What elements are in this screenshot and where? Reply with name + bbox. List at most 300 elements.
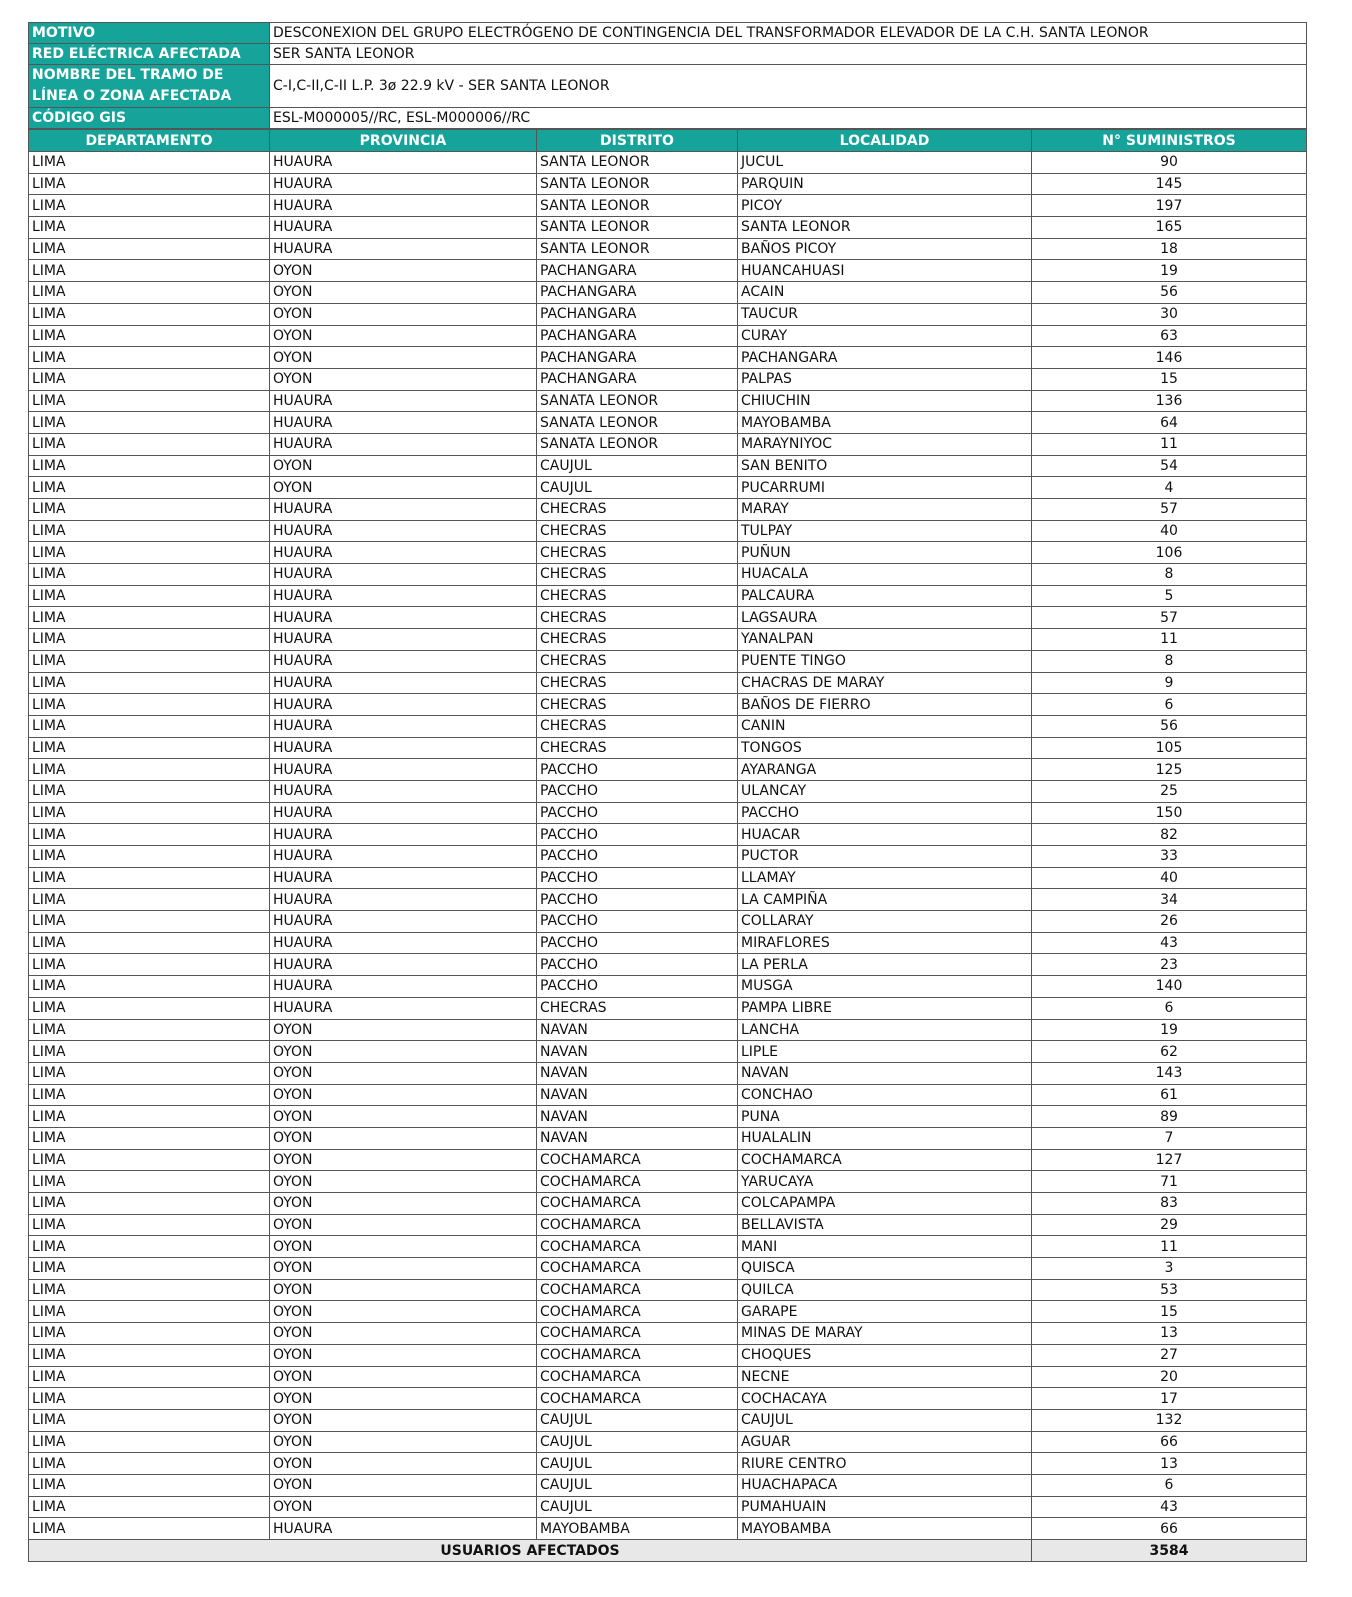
suministros-cell: 57 xyxy=(1032,607,1307,629)
suministros-cell: 29 xyxy=(1032,1214,1307,1236)
table-row xyxy=(29,1062,1307,1084)
suministros-cell: 15 xyxy=(1032,1301,1307,1323)
motivo-value: DESCONEXION DEL GRUPO ELECTRÓGENO DE CONTINGENCIA DEL TRANSFORMADOR ELEVADOR DE LA C.H. SANTA LEONOR xyxy=(270,23,1307,44)
distrito-cell: PACHANGARA xyxy=(537,282,738,304)
localidad-cell: JUCUL xyxy=(738,152,1032,174)
localidad-cell: BELLAVISTA xyxy=(738,1214,1032,1236)
table-row xyxy=(29,195,1307,217)
table-row xyxy=(29,542,1307,564)
distrito-cell: SANTA LEONOR xyxy=(537,152,738,174)
suministros-cell: 15 xyxy=(1032,368,1307,390)
provincia-cell: HUAURA xyxy=(270,564,537,586)
table-header-row xyxy=(29,130,1307,152)
localidad-cell: COCHAMARCA xyxy=(738,1149,1032,1171)
suministros-cell: 66 xyxy=(1032,1518,1307,1540)
suministros-cell: 150 xyxy=(1032,802,1307,824)
departamento-cell: LIMA xyxy=(29,1258,270,1280)
distrito-cell: NAVAN xyxy=(537,1106,738,1128)
provincia-cell: HUAURA xyxy=(270,607,537,629)
distrito-cell: CAUJUL xyxy=(537,1474,738,1496)
table-row xyxy=(29,1214,1307,1236)
distrito-cell: SANTA LEONOR xyxy=(537,195,738,217)
table-row xyxy=(29,650,1307,672)
provincia-cell: HUAURA xyxy=(270,499,537,521)
suministros-cell: 63 xyxy=(1032,325,1307,347)
departamento-cell: LIMA xyxy=(29,217,270,239)
table-row xyxy=(29,672,1307,694)
motivo-label: MOTIVO xyxy=(29,23,270,44)
suministros-cell: 53 xyxy=(1032,1279,1307,1301)
distrito-cell: NAVAN xyxy=(537,1062,738,1084)
header-distrito: DISTRITO xyxy=(537,130,738,152)
departamento-cell: LIMA xyxy=(29,976,270,998)
localidad-cell: YANALPAN xyxy=(738,629,1032,651)
departamento-cell: LIMA xyxy=(29,477,270,499)
provincia-cell: OYON xyxy=(270,1344,537,1366)
localidad-cell: MUSGA xyxy=(738,976,1032,998)
distrito-cell: PACCHO xyxy=(537,780,738,802)
suministros-cell: 17 xyxy=(1032,1388,1307,1410)
localidad-cell: LIPLE xyxy=(738,1041,1032,1063)
suministros-cell: 5 xyxy=(1032,585,1307,607)
table-row xyxy=(29,997,1307,1019)
departamento-cell: LIMA xyxy=(29,542,270,564)
departamento-cell: LIMA xyxy=(29,173,270,195)
departamento-cell: LIMA xyxy=(29,867,270,889)
provincia-cell: HUAURA xyxy=(270,520,537,542)
suministros-cell: 56 xyxy=(1032,715,1307,737)
total-label: USUARIOS AFECTADOS xyxy=(29,1540,1032,1562)
departamento-cell: LIMA xyxy=(29,390,270,412)
suministros-cell: 105 xyxy=(1032,737,1307,759)
provincia-cell: HUAURA xyxy=(270,997,537,1019)
distrito-cell: NAVAN xyxy=(537,1019,738,1041)
suministros-cell: 83 xyxy=(1032,1193,1307,1215)
provincia-cell: OYON xyxy=(270,303,537,325)
suministros-cell: 40 xyxy=(1032,867,1307,889)
localidad-cell: COCHACAYA xyxy=(738,1388,1032,1410)
distrito-cell: CAUJUL xyxy=(537,455,738,477)
table-row xyxy=(29,217,1307,239)
header-departamento: DEPARTAMENTO xyxy=(29,130,270,152)
departamento-cell: LIMA xyxy=(29,1344,270,1366)
provincia-cell: OYON xyxy=(270,1171,537,1193)
provincia-cell: OYON xyxy=(270,1453,537,1475)
info-row-motivo xyxy=(29,23,1307,44)
localidad-cell: PALCAURA xyxy=(738,585,1032,607)
suministros-cell: 6 xyxy=(1032,694,1307,716)
localidad-cell: HUACAR xyxy=(738,824,1032,846)
distrito-cell: PACHANGARA xyxy=(537,368,738,390)
table-row xyxy=(29,564,1307,586)
departamento-cell: LIMA xyxy=(29,1214,270,1236)
table-row xyxy=(29,1496,1307,1518)
suministros-cell: 33 xyxy=(1032,846,1307,868)
provincia-cell: OYON xyxy=(270,1214,537,1236)
distrito-cell: SANTA LEONOR xyxy=(537,217,738,239)
table-row xyxy=(29,1323,1307,1345)
departamento-cell: LIMA xyxy=(29,694,270,716)
distrito-cell: COCHAMARCA xyxy=(537,1171,738,1193)
table-row xyxy=(29,412,1307,434)
departamento-cell: LIMA xyxy=(29,585,270,607)
red-value: SER SANTA LEONOR xyxy=(270,44,1307,65)
distrito-cell: CHECRAS xyxy=(537,585,738,607)
localidad-cell: LANCHA xyxy=(738,1019,1032,1041)
table-row xyxy=(29,433,1307,455)
table-row xyxy=(29,1388,1307,1410)
distrito-cell: CAUJUL xyxy=(537,1409,738,1431)
outage-report xyxy=(28,22,1306,1562)
departamento-cell: LIMA xyxy=(29,499,270,521)
localidad-cell: HUACHAPACA xyxy=(738,1474,1032,1496)
suministros-cell: 3 xyxy=(1032,1258,1307,1280)
departamento-cell: LIMA xyxy=(29,282,270,304)
suministros-cell: 56 xyxy=(1032,282,1307,304)
localidad-cell: YARUCAYA xyxy=(738,1171,1032,1193)
table-row xyxy=(29,954,1307,976)
distrito-cell: COCHAMARCA xyxy=(537,1149,738,1171)
departamento-cell: LIMA xyxy=(29,715,270,737)
provincia-cell: OYON xyxy=(270,1149,537,1171)
provincia-cell: HUAURA xyxy=(270,238,537,260)
distrito-cell: COCHAMARCA xyxy=(537,1366,738,1388)
info-table xyxy=(28,22,1307,129)
localidad-cell: QUILCA xyxy=(738,1279,1032,1301)
departamento-cell: LIMA xyxy=(29,1453,270,1475)
departamento-cell: LIMA xyxy=(29,1149,270,1171)
suministros-cell: 4 xyxy=(1032,477,1307,499)
suministros-cell: 11 xyxy=(1032,433,1307,455)
table-row xyxy=(29,1171,1307,1193)
distrito-cell: NAVAN xyxy=(537,1041,738,1063)
distrito-cell: SANTA LEONOR xyxy=(537,238,738,260)
provincia-cell: HUAURA xyxy=(270,1518,537,1540)
departamento-cell: LIMA xyxy=(29,1019,270,1041)
distrito-cell: CHECRAS xyxy=(537,607,738,629)
departamento-cell: LIMA xyxy=(29,1366,270,1388)
distrito-cell: CHECRAS xyxy=(537,997,738,1019)
distrito-cell: PACCHO xyxy=(537,976,738,998)
suministros-cell: 6 xyxy=(1032,1474,1307,1496)
distrito-cell: PACCHO xyxy=(537,911,738,933)
departamento-cell: LIMA xyxy=(29,650,270,672)
distrito-cell: MAYOBAMBA xyxy=(537,1518,738,1540)
total-value: 3584 xyxy=(1032,1540,1307,1562)
departamento-cell: LIMA xyxy=(29,1062,270,1084)
total-row xyxy=(29,1540,1307,1562)
table-row xyxy=(29,1084,1307,1106)
distrito-cell: PACCHO xyxy=(537,889,738,911)
provincia-cell: OYON xyxy=(270,1236,537,1258)
departamento-cell: LIMA xyxy=(29,629,270,651)
departamento-cell: LIMA xyxy=(29,455,270,477)
departamento-cell: LIMA xyxy=(29,1084,270,1106)
localidad-cell: COLLARAY xyxy=(738,911,1032,933)
localidad-cell: PARQUIN xyxy=(738,173,1032,195)
table-row xyxy=(29,520,1307,542)
localidad-cell: SANTA LEONOR xyxy=(738,217,1032,239)
distrito-cell: COCHAMARCA xyxy=(537,1323,738,1345)
table-row xyxy=(29,325,1307,347)
distrito-cell: CAUJUL xyxy=(537,477,738,499)
departamento-cell: LIMA xyxy=(29,520,270,542)
distrito-cell: PACCHO xyxy=(537,824,738,846)
departamento-cell: LIMA xyxy=(29,238,270,260)
departamento-cell: LIMA xyxy=(29,954,270,976)
table-row xyxy=(29,846,1307,868)
provincia-cell: HUAURA xyxy=(270,152,537,174)
provincia-cell: HUAURA xyxy=(270,715,537,737)
suministros-cell: 6 xyxy=(1032,997,1307,1019)
departamento-cell: LIMA xyxy=(29,152,270,174)
table-row xyxy=(29,390,1307,412)
provincia-cell: OYON xyxy=(270,1279,537,1301)
provincia-cell: HUAURA xyxy=(270,889,537,911)
provincia-cell: HUAURA xyxy=(270,737,537,759)
red-label: RED ELÉCTRICA AFECTADA xyxy=(29,44,270,65)
table-row xyxy=(29,780,1307,802)
suministros-cell: 54 xyxy=(1032,455,1307,477)
provincia-cell: HUAURA xyxy=(270,672,537,694)
suministros-cell: 23 xyxy=(1032,954,1307,976)
localidad-cell: BAÑOS PICOY xyxy=(738,238,1032,260)
localidad-cell: CANIN xyxy=(738,715,1032,737)
provincia-cell: OYON xyxy=(270,1106,537,1128)
distrito-cell: COCHAMARCA xyxy=(537,1214,738,1236)
distrito-cell: CAUJUL xyxy=(537,1453,738,1475)
distrito-cell: CAUJUL xyxy=(537,1496,738,1518)
distrito-cell: PACCHO xyxy=(537,759,738,781)
suministros-cell: 19 xyxy=(1032,1019,1307,1041)
provincia-cell: OYON xyxy=(270,1409,537,1431)
suministros-cell: 82 xyxy=(1032,824,1307,846)
provincia-cell: HUAURA xyxy=(270,802,537,824)
table-row xyxy=(29,1366,1307,1388)
header-suministros: N° SUMINISTROS xyxy=(1032,130,1307,152)
departamento-cell: LIMA xyxy=(29,1236,270,1258)
departamento-cell: LIMA xyxy=(29,1431,270,1453)
suministros-cell: 8 xyxy=(1032,564,1307,586)
localidad-cell: GARAPE xyxy=(738,1301,1032,1323)
localidad-cell: CURAY xyxy=(738,325,1032,347)
suministros-cell: 11 xyxy=(1032,1236,1307,1258)
provincia-cell: OYON xyxy=(270,260,537,282)
table-row xyxy=(29,1453,1307,1475)
table-row xyxy=(29,824,1307,846)
localidad-cell: CAUJUL xyxy=(738,1409,1032,1431)
provincia-cell: HUAURA xyxy=(270,759,537,781)
table-row xyxy=(29,1301,1307,1323)
suministros-cell: 61 xyxy=(1032,1084,1307,1106)
table-row xyxy=(29,867,1307,889)
distrito-cell: CAUJUL xyxy=(537,1431,738,1453)
distrito-cell: CHECRAS xyxy=(537,629,738,651)
provincia-cell: OYON xyxy=(270,1301,537,1323)
departamento-cell: LIMA xyxy=(29,303,270,325)
provincia-cell: OYON xyxy=(270,1388,537,1410)
table-row xyxy=(29,499,1307,521)
table-row xyxy=(29,1518,1307,1540)
localidad-cell: BAÑOS DE FIERRO xyxy=(738,694,1032,716)
departamento-cell: LIMA xyxy=(29,1301,270,1323)
departamento-cell: LIMA xyxy=(29,433,270,455)
departamento-cell: LIMA xyxy=(29,737,270,759)
localidad-cell: CONCHAO xyxy=(738,1084,1032,1106)
provincia-cell: HUAURA xyxy=(270,195,537,217)
table-row xyxy=(29,1474,1307,1496)
suministros-cell: 11 xyxy=(1032,629,1307,651)
table-row xyxy=(29,1041,1307,1063)
provincia-cell: OYON xyxy=(270,1084,537,1106)
table-row xyxy=(29,889,1307,911)
localidad-cell: PUNA xyxy=(738,1106,1032,1128)
distrito-cell: COCHAMARCA xyxy=(537,1344,738,1366)
localidad-cell: PUCTOR xyxy=(738,846,1032,868)
distrito-cell: PACCHO xyxy=(537,954,738,976)
suministros-cell: 71 xyxy=(1032,1171,1307,1193)
suministros-cell: 64 xyxy=(1032,412,1307,434)
suministros-cell: 57 xyxy=(1032,499,1307,521)
localidad-cell: ULANCAY xyxy=(738,780,1032,802)
departamento-cell: LIMA xyxy=(29,889,270,911)
distrito-cell: CHECRAS xyxy=(537,564,738,586)
localidad-cell: MARAY xyxy=(738,499,1032,521)
table-row xyxy=(29,911,1307,933)
localidad-cell: COLCAPAMPA xyxy=(738,1193,1032,1215)
localidad-cell: TAUCUR xyxy=(738,303,1032,325)
localidad-cell: MANI xyxy=(738,1236,1032,1258)
distrito-cell: COCHAMARCA xyxy=(537,1193,738,1215)
provincia-cell: OYON xyxy=(270,1062,537,1084)
localidad-cell: NECNE xyxy=(738,1366,1032,1388)
table-row xyxy=(29,477,1307,499)
departamento-cell: LIMA xyxy=(29,1496,270,1518)
localidad-cell: PUENTE TINGO xyxy=(738,650,1032,672)
suministros-cell: 34 xyxy=(1032,889,1307,911)
departamento-cell: LIMA xyxy=(29,1041,270,1063)
tramo-label: NOMBRE DEL TRAMO DE LÍNEA O ZONA AFECTADA xyxy=(29,65,270,108)
distrito-cell: PACCHO xyxy=(537,867,738,889)
distrito-cell: PACHANGARA xyxy=(537,325,738,347)
departamento-cell: LIMA xyxy=(29,802,270,824)
suministros-cell: 127 xyxy=(1032,1149,1307,1171)
provincia-cell: OYON xyxy=(270,1323,537,1345)
departamento-cell: LIMA xyxy=(29,759,270,781)
localidad-cell: LAGSAURA xyxy=(738,607,1032,629)
suministros-cell: 13 xyxy=(1032,1323,1307,1345)
departamento-cell: LIMA xyxy=(29,1409,270,1431)
localidad-cell: MAYOBAMBA xyxy=(738,1518,1032,1540)
localidad-cell: PAMPA LIBRE xyxy=(738,997,1032,1019)
provincia-cell: OYON xyxy=(270,347,537,369)
table-body xyxy=(29,152,1307,1540)
distrito-cell: SANTA LEONOR xyxy=(537,173,738,195)
localidad-cell: PACHANGARA xyxy=(738,347,1032,369)
distrito-cell: CHECRAS xyxy=(537,672,738,694)
provincia-cell: HUAURA xyxy=(270,412,537,434)
localidad-cell: QUISCA xyxy=(738,1258,1032,1280)
localidad-cell: CHOQUES xyxy=(738,1344,1032,1366)
provincia-cell: HUAURA xyxy=(270,780,537,802)
table-row xyxy=(29,932,1307,954)
departamento-cell: LIMA xyxy=(29,1518,270,1540)
localidad-cell: LLAMAY xyxy=(738,867,1032,889)
distrito-cell: SANATA LEONOR xyxy=(537,390,738,412)
table-row xyxy=(29,802,1307,824)
provincia-cell: HUAURA xyxy=(270,932,537,954)
departamento-cell: LIMA xyxy=(29,1323,270,1345)
provincia-cell: OYON xyxy=(270,1127,537,1149)
tramo-value: C-I,C-II,C-II L.P. 3ø 22.9 kV - SER SANTA LEONOR xyxy=(270,65,1307,108)
localidad-cell: TONGOS xyxy=(738,737,1032,759)
localidad-cell: LA CAMPIÑA xyxy=(738,889,1032,911)
distrito-cell: CHECRAS xyxy=(537,542,738,564)
provincia-cell: OYON xyxy=(270,1019,537,1041)
table-row xyxy=(29,737,1307,759)
provincia-cell: OYON xyxy=(270,1496,537,1518)
distrito-cell: CHECRAS xyxy=(537,694,738,716)
suministros-cell: 146 xyxy=(1032,347,1307,369)
departamento-cell: LIMA xyxy=(29,412,270,434)
localidad-cell: MINAS DE MARAY xyxy=(738,1323,1032,1345)
distrito-cell: NAVAN xyxy=(537,1127,738,1149)
gis-value: ESL-M000005//RC, ESL-M000006//RC xyxy=(270,108,1307,129)
suministros-cell: 136 xyxy=(1032,390,1307,412)
suministros-cell: 140 xyxy=(1032,976,1307,998)
departamento-cell: LIMA xyxy=(29,1106,270,1128)
table-row xyxy=(29,455,1307,477)
localidad-cell: NAVAN xyxy=(738,1062,1032,1084)
distrito-cell: PACHANGARA xyxy=(537,303,738,325)
provincia-cell: OYON xyxy=(270,455,537,477)
departamento-cell: LIMA xyxy=(29,368,270,390)
table-row xyxy=(29,607,1307,629)
distrito-cell: COCHAMARCA xyxy=(537,1388,738,1410)
departamento-cell: LIMA xyxy=(29,780,270,802)
table-row xyxy=(29,759,1307,781)
provincia-cell: HUAURA xyxy=(270,954,537,976)
table-row xyxy=(29,1193,1307,1215)
localidad-cell: SAN BENITO xyxy=(738,455,1032,477)
provincia-cell: HUAURA xyxy=(270,629,537,651)
localidad-cell: RIURE CENTRO xyxy=(738,1453,1032,1475)
provincia-cell: OYON xyxy=(270,1193,537,1215)
departamento-cell: LIMA xyxy=(29,564,270,586)
distrito-cell: PACHANGARA xyxy=(537,260,738,282)
provincia-cell: OYON xyxy=(270,1041,537,1063)
distrito-cell: COCHAMARCA xyxy=(537,1258,738,1280)
localidad-cell: HUACALA xyxy=(738,564,1032,586)
info-row-tramo xyxy=(29,65,1307,108)
localidad-cell: TULPAY xyxy=(738,520,1032,542)
suministros-cell: 43 xyxy=(1032,1496,1307,1518)
provincia-cell: HUAURA xyxy=(270,217,537,239)
suministros-cell: 27 xyxy=(1032,1344,1307,1366)
departamento-cell: LIMA xyxy=(29,607,270,629)
table-row xyxy=(29,1258,1307,1280)
table-row xyxy=(29,282,1307,304)
distrito-cell: CHECRAS xyxy=(537,715,738,737)
localidad-cell: PALPAS xyxy=(738,368,1032,390)
suministros-cell: 18 xyxy=(1032,238,1307,260)
table-row xyxy=(29,173,1307,195)
provincia-cell: HUAURA xyxy=(270,585,537,607)
suministros-cell: 165 xyxy=(1032,217,1307,239)
distrito-cell: PACCHO xyxy=(537,846,738,868)
table-row xyxy=(29,1409,1307,1431)
distrito-cell: SANATA LEONOR xyxy=(537,433,738,455)
